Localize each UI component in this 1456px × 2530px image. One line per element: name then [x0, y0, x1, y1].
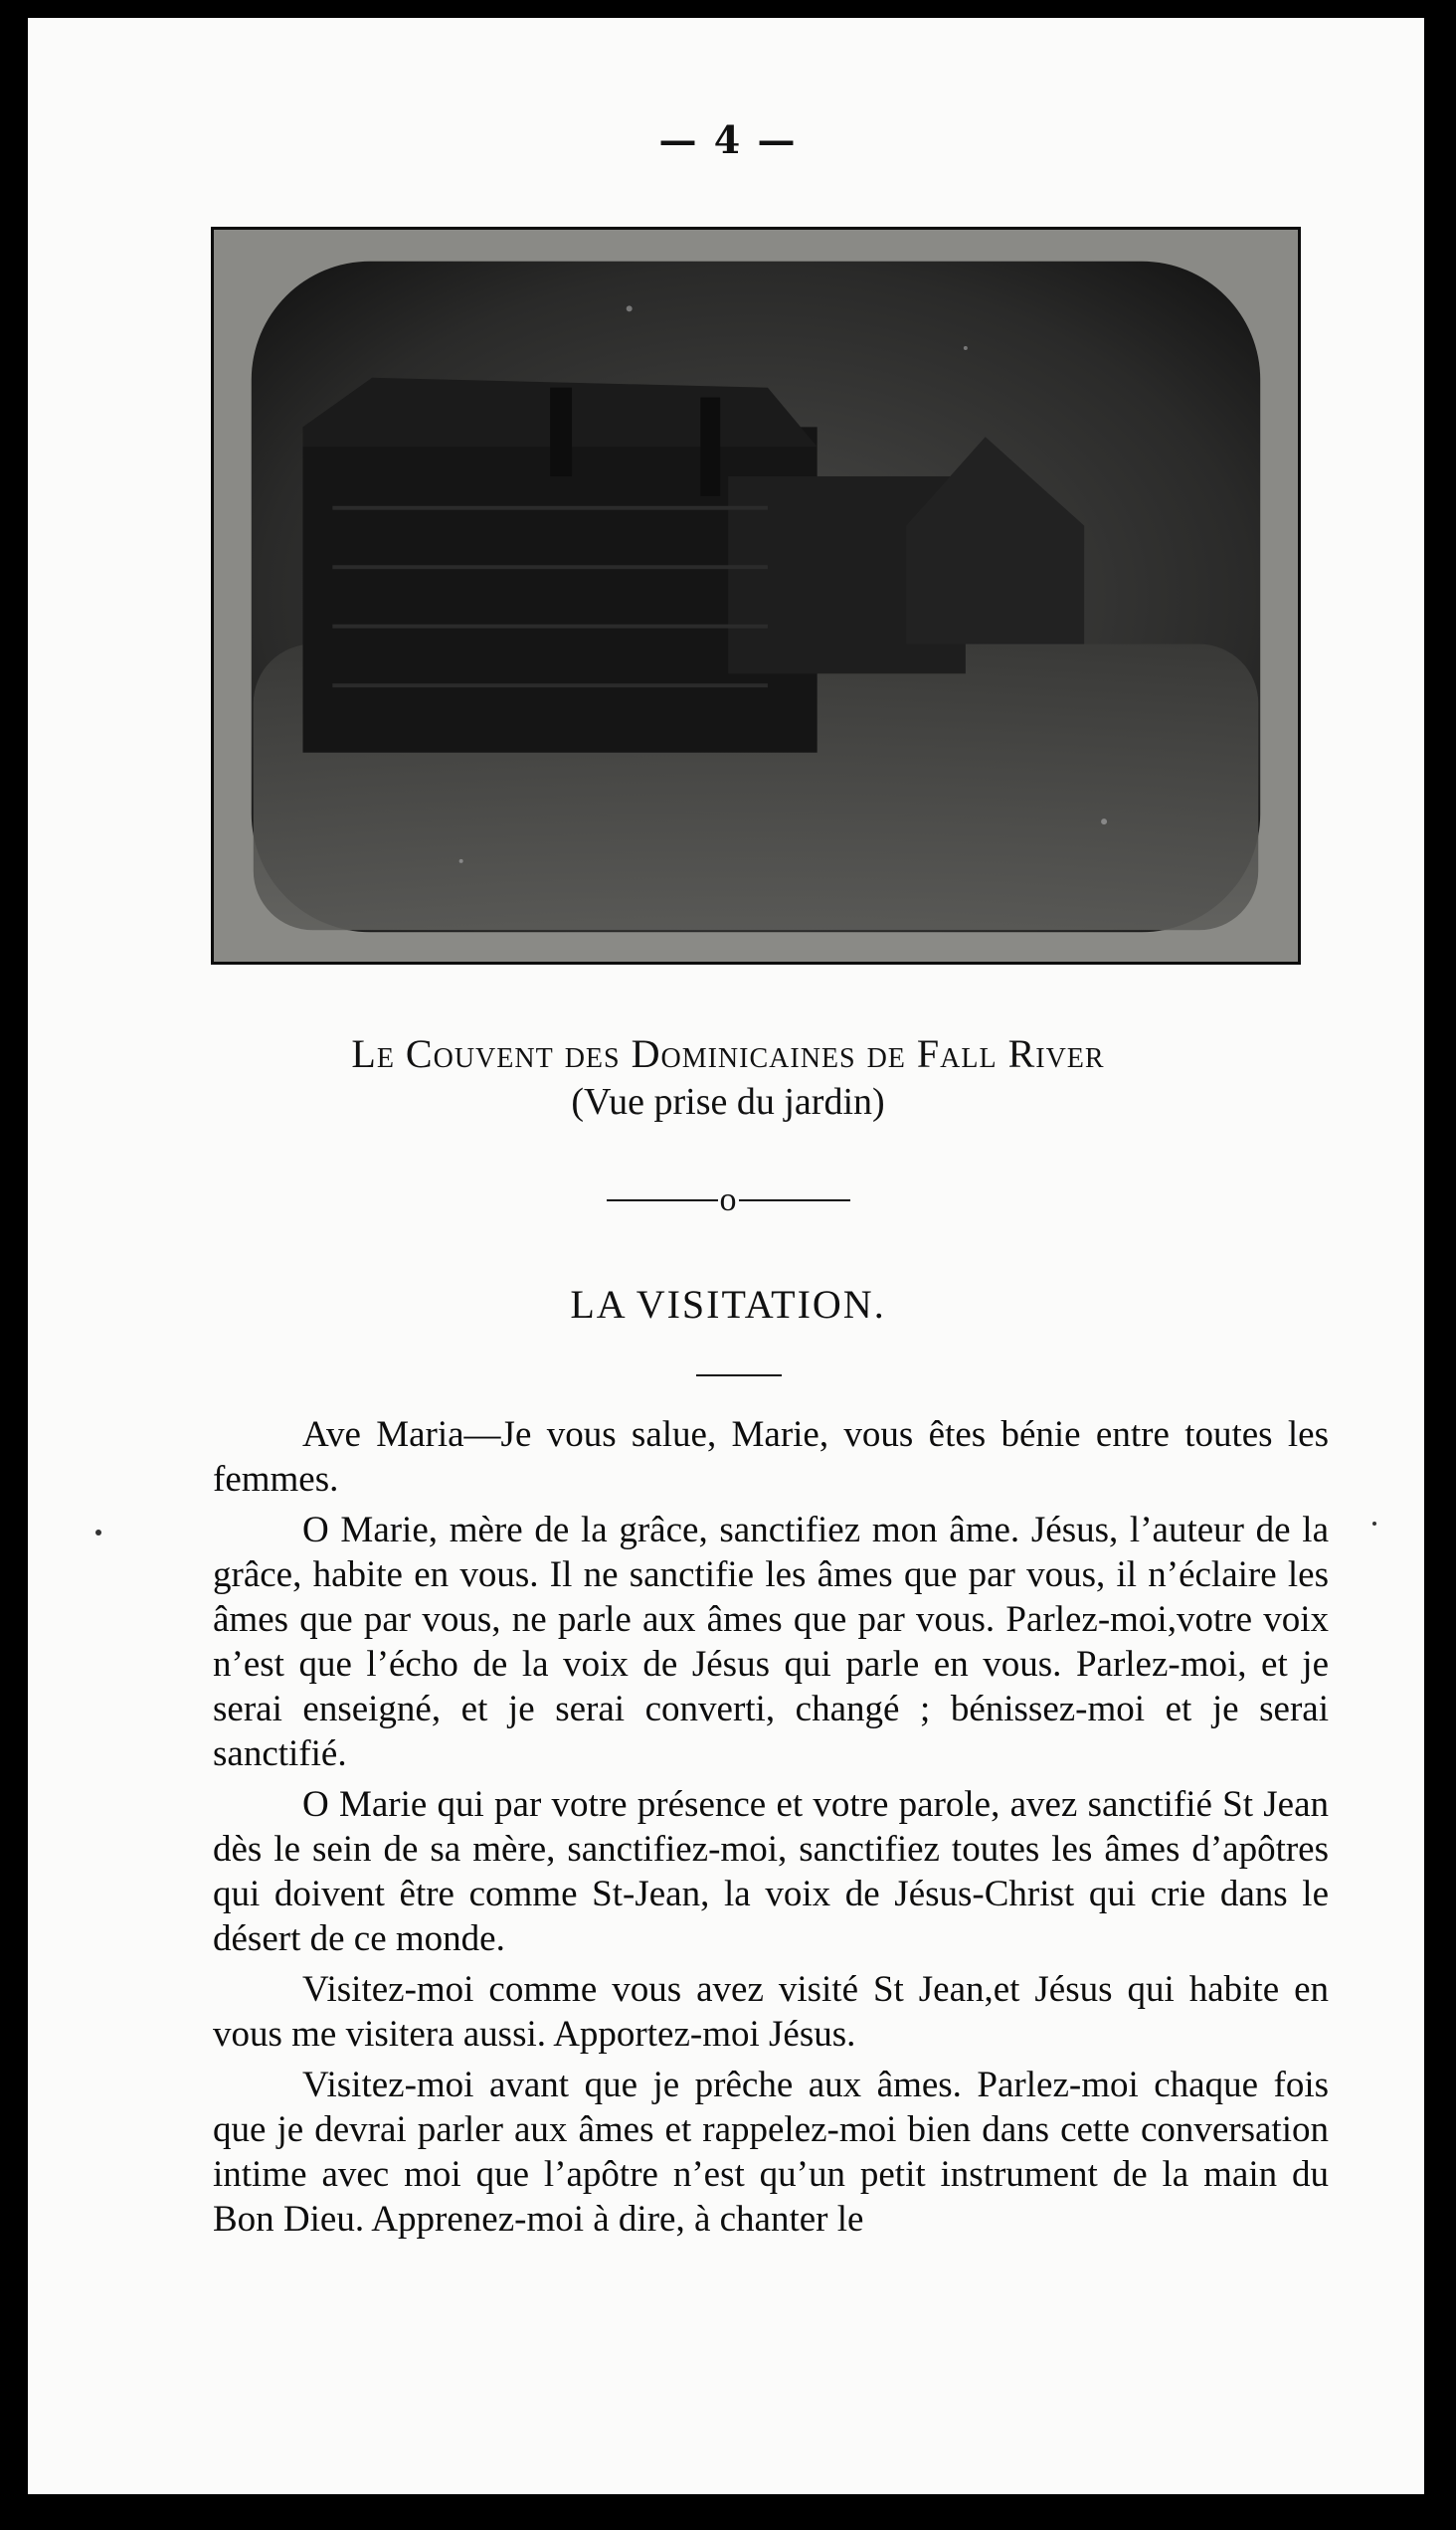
separator-line-left: [607, 1199, 718, 1201]
paragraph: O Marie, mère de la grâce, sanctifiez mon âme. Jésus, l’auteur de la grâce, habite en vous. Il ne sanctifie les âmes que par vous, il n’éclaire les âmes que par vous, ne parle aux âmes que par vous. Parlez-moi,votre voix n’est que l’écho de la voix de Jésus qui parle en vous. Parlez-moi, et je serai enseigné, et je serai converti, changé ; bénissez-moi et je serai sanctifié.: [213, 1510, 1329, 1774]
separator-mark: o: [719, 1181, 737, 1219]
separator-line-right: [739, 1199, 850, 1201]
photo-caption-subtitle: (Vue prise du jardin): [571, 1081, 885, 1123]
paragraph: O Marie qui par votre présence et votre parole, avez sanctifié St Jean dès le sein de sa mère, sanctifiez-moi, sanctifiez toutes les âmes d’apôtres qui doivent être comme St-Jean, la voix de Jésus-Christ qui crie dans le désert de ce monde.: [213, 1784, 1329, 1959]
scan-speck: [95, 1530, 101, 1536]
ornamental-separator: [0, 1179, 1456, 1219]
body-text: [213, 1412, 1329, 2248]
section-heading: LA VISITATION.: [570, 1282, 886, 1327]
page-number: — 4 —: [658, 117, 798, 162]
convent-photo-image: [214, 230, 1298, 962]
paragraph: Visitez-moi comme vous avez visité St Jean,et Jésus qui habite en vous me visitera aussi. Apportez-moi Jésus.: [213, 1969, 1329, 2055]
photo-caption-title: Le Couvent des Dominicaines de Fall River: [351, 1031, 1105, 1076]
scan-speck: [1372, 1522, 1376, 1526]
heading-rule: [696, 1374, 782, 1376]
paragraph: Visitez-moi avant que je prêche aux âmes. Parlez-moi chaque fois que je devrai parler aux âmes et rappelez-moi bien dans cette conversation intime avec moi que l’apôtre n’est qu’un petit instrument de la main du Bon Dieu. Apprenez-moi à dire, à chanter le: [213, 2065, 1329, 2240]
paragraph: Ave Maria—Je vous salue, Marie, vous êtes bénie entre toutes les femmes.: [213, 1414, 1329, 1500]
convent-photo: [211, 227, 1301, 965]
